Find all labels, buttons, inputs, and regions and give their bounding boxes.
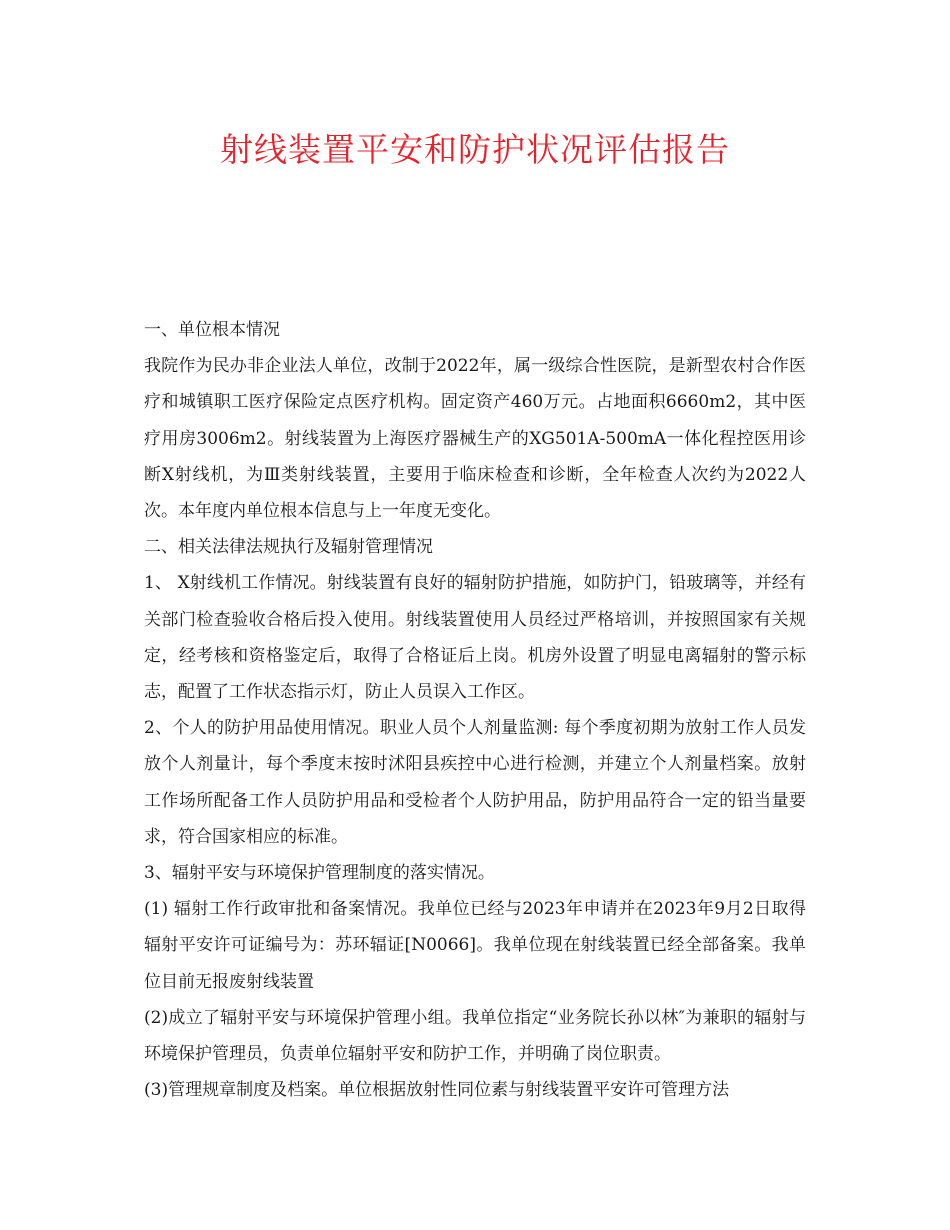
paragraph-xray-operation: 1、 X射线机工作情况。射线装置有良好的辐射防护措施，如防护门，铅玻璃等，并经有关部门检查验收合格后投入使用。射线装置使用人员经过严格培训，并按照国家有关规定，经考核和资格鉴定后，取得了合格证后上岗。机房外设置了明显电离辐射的警示标志，配置了工作状态指示灯，防止人员误入工作区。	[144, 573, 806, 703]
paragraph-unit-info: 我院作为民办非企业法人单位，改制于2022年，属一级综合性医院，是新型农村合作医疗和城镇职工医疗保险定点医疗机构。固定资产460万元。占地面积6660m2，其中医疗用房3006m2。射线装置为上海医疗器械生产的XG501A-500mA一体化程控医用诊断X射线机，为Ⅲ类射线装置，主要用于临床检查和诊断，全年检查人次约为2022人次。本年度内单位根本信息与上一年度无变化。	[144, 356, 806, 522]
document-body	[144, 312, 806, 1108]
paragraph-regulations-archives: (3)管理规章制度及档案。单位根据放射性同位素与射线装置平安许可管理方法	[144, 1080, 730, 1101]
paragraph-approval-filing: (1) 辐射工作行政审批和备案情况。我单位已经与2023年申请并在2023年9月2日取得辐射平安许可证编号为：苏环辐证[N0066]。我单位现在射线装置已经全部备案。我单位目前无报废射线装置	[144, 899, 806, 992]
paragraph-management-group: (2)成立了辐射平安与环境保护管理小组。我单位指定“业务院长孙以林″为兼职的辐射与环境保护管理员，负责单位辐射平安和防护工作，并明确了岗位职责。	[144, 1007, 806, 1065]
paragraph-management-system: 3、辐射平安与环境保护管理制度的落实情况。	[144, 863, 495, 884]
section-heading-1: 一、单位根本情况	[144, 320, 280, 340]
paragraph-personal-protection: 2、个人的防护用品使用情况。职业人员个人剂量监测: 每个季度初期为放射工作人员发放个人剂量计，每个季度末按时沭阳县疾控中心进行检测，并建立个人剂量档案。放射工作场所配备工作人员防护用品和受检者个人防护用品，防护用品符合一定的铅当量要求，符合国家相应的标准。	[144, 718, 806, 847]
section-heading-2: 二、相关法律法规执行及辐射管理情况	[144, 537, 433, 558]
document-title: 射线装置平安和防护状况评估报告	[220, 130, 730, 169]
